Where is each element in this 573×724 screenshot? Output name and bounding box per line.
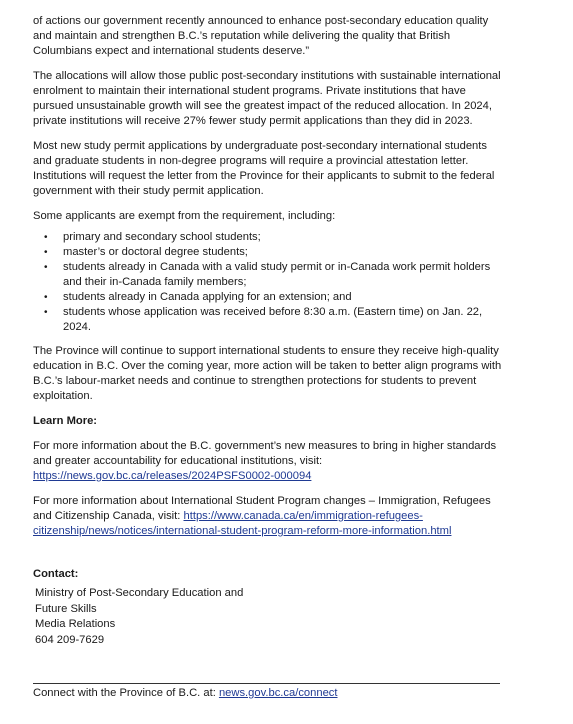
ircc-notice-link[interactable]: https://www.canada.ca/en/immigration-refugees-citizenship/news/notices/international-student-program-reform-more-information.html (33, 510, 452, 537)
paragraph-allocations: The allocations will allow those public post-secondary institutions with sustainable international enrolment to maintain their international student programs. Private institutions that have pursued unsustainable growth will see the greatest impact of the reduced allocation. In 2024, private institutions will receive 27% fewer study permit applications than they did in 2023. (33, 70, 501, 127)
list-item: • primary and secondary school students; (33, 230, 508, 245)
contact-line: 604 209-7629 (35, 633, 105, 646)
paragraph-support: The Province will continue to support international students to ensure they receive high-quality education in B.C. Over the coming year, more action will be taken to better align programs with B.C.’s labour-market needs and continue to strengthen protections for students to prevent exploitation. (33, 345, 502, 402)
paragraph-exemptions-intro: Some applicants are exempt from the requirement, including: (33, 210, 336, 222)
learn-more-item-2 (33, 494, 508, 539)
contact-heading: Contact: (33, 568, 79, 580)
exemption-list (33, 230, 508, 335)
list-item: • students already in Canada applying for an extension; and (33, 290, 508, 305)
connect-link[interactable]: news.gov.bc.ca/connect (218, 687, 338, 699)
paragraph-quote-end: of actions our government recently announced to enhance post-secondary education quality and maintain and strengthen B.C.’s reputation while delivering the quality that British Columbians expect and international students deserve.” (33, 15, 489, 57)
contact-line: Media Relations (35, 618, 116, 630)
contact-block (33, 586, 508, 648)
learn-more-item-1 (33, 439, 508, 484)
learn-more-item-2-text: For more information about International Student Program changes – Immigration, Refugees and Citizenship Canada, visit: (33, 495, 491, 522)
contact-line: Ministry of Post-Secondary Education and (35, 587, 244, 599)
footer-divider (33, 683, 500, 684)
paragraph-attestation: Most new study permit applications by undergraduate post-secondary international students and graduate students in non-degree programs will require a provincial attestation letter. Institutions will request the letter from the Province for their applicants to submit to the federal government with their study permit application. (33, 140, 495, 197)
list-item: • master’s or doctoral degree students; (33, 245, 508, 260)
list-item: • students already in Canada with a valid study permit or in-Canada work permit holders and their in-Canada family members; (33, 260, 508, 290)
list-item: • students whose application was received before 8:30 a.m. (Eastern time) on Jan. 22, 2024. (33, 305, 508, 335)
footer-text: Connect with the Province of B.C. at: (33, 687, 216, 699)
document-body (33, 14, 508, 648)
learn-more-item-1-text: For more information about the B.C. government’s new measures to bring in higher standards and greater accountability for educational institutions, visit: (33, 440, 497, 467)
contact-line: Future Skills (35, 602, 97, 615)
learn-more-heading: Learn More: (33, 415, 98, 427)
news-release-link[interactable]: https://news.gov.bc.ca/releases/2024PSFS0002-000094 (33, 470, 312, 482)
footer (33, 686, 338, 701)
